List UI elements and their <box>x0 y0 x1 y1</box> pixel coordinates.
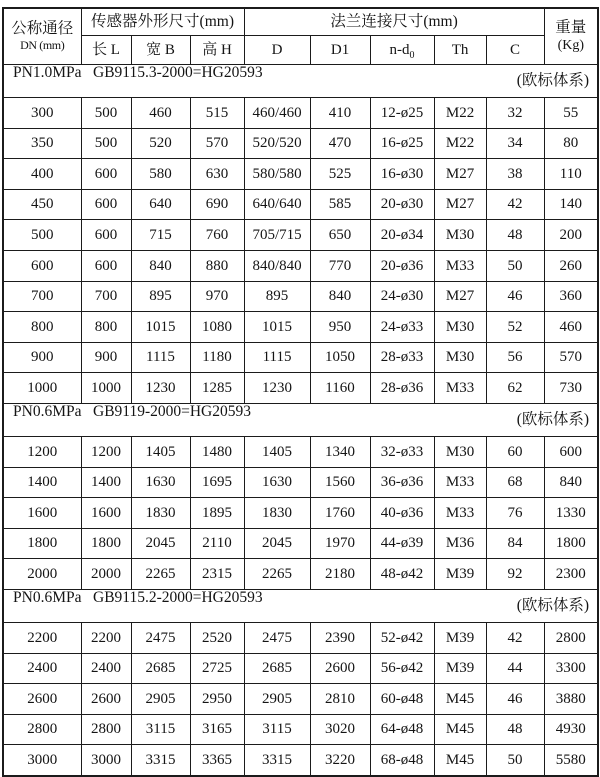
cell-dn: 1600 <box>3 498 81 529</box>
cell-n-d0: 36-ø36 <box>370 467 434 498</box>
cell-d1: 410 <box>310 98 370 129</box>
cell-width-b: 3315 <box>131 745 190 776</box>
header-th: Th <box>434 36 486 65</box>
cell-d: 1230 <box>244 373 310 404</box>
cell-dn: 1200 <box>3 436 81 467</box>
cell-width-b: 1830 <box>131 498 190 529</box>
cell-dn: 350 <box>3 128 81 159</box>
cell-c: 46 <box>486 684 544 715</box>
cell-length-l: 600 <box>81 189 131 220</box>
cell-weight: 2800 <box>544 622 598 653</box>
cell-n-d0: 28-ø33 <box>370 342 434 373</box>
cell-d1: 525 <box>310 159 370 190</box>
cell-weight: 1330 <box>544 498 598 529</box>
data-row <box>3 220 598 251</box>
cell-weight: 3880 <box>544 684 598 715</box>
section-row <box>3 403 598 436</box>
cell-height-h: 1180 <box>190 342 244 373</box>
cell-c: 56 <box>486 342 544 373</box>
cell-th: M45 <box>434 684 486 715</box>
section-row <box>3 589 598 622</box>
cell-n-d0: 20-ø34 <box>370 220 434 251</box>
cell-th: M39 <box>434 559 486 590</box>
section-note: (欧标体系) <box>516 410 590 428</box>
cell-height-h: 2725 <box>190 653 244 684</box>
cell-d: 2685 <box>244 653 310 684</box>
cell-th: M33 <box>434 498 486 529</box>
cell-d1: 1160 <box>310 373 370 404</box>
cell-d: 1015 <box>244 312 310 343</box>
cell-length-l: 900 <box>81 342 131 373</box>
cell-d1: 2600 <box>310 653 370 684</box>
section-note: (欧标体系) <box>516 596 590 614</box>
cell-length-l: 2800 <box>81 714 131 745</box>
cell-d: 3315 <box>244 745 310 776</box>
cell-d1: 585 <box>310 189 370 220</box>
cell-c: 46 <box>486 281 544 312</box>
data-row <box>3 281 598 312</box>
header-row-groups <box>3 8 598 36</box>
cell-d1: 770 <box>310 250 370 281</box>
cell-dn: 1400 <box>3 467 81 498</box>
cell-d1: 840 <box>310 281 370 312</box>
cell-n-d0: 48-ø42 <box>370 559 434 590</box>
cell-d: 520/520 <box>244 128 310 159</box>
cell-width-b: 580 <box>131 159 190 190</box>
cell-width-b: 520 <box>131 128 190 159</box>
cell-height-h: 880 <box>190 250 244 281</box>
cell-width-b: 2685 <box>131 653 190 684</box>
cell-d1: 1560 <box>310 467 370 498</box>
cell-weight: 110 <box>544 159 598 190</box>
cell-height-h: 515 <box>190 98 244 129</box>
data-row <box>3 189 598 220</box>
cell-d: 895 <box>244 281 310 312</box>
cell-width-b: 715 <box>131 220 190 251</box>
cell-width-b: 840 <box>131 250 190 281</box>
cell-width-b: 1015 <box>131 312 190 343</box>
cell-width-b: 1630 <box>131 467 190 498</box>
cell-height-h: 3165 <box>190 714 244 745</box>
cell-th: M33 <box>434 467 486 498</box>
cell-weight: 2300 <box>544 559 598 590</box>
section-pn: PN1.0MPa <box>13 64 82 81</box>
cell-d1: 1970 <box>310 528 370 559</box>
header-weight-line1: 重量 <box>555 18 587 36</box>
section-standard: GB9115.2-2000=HG20593 <box>93 589 263 606</box>
cell-length-l: 1000 <box>81 373 131 404</box>
cell-d1: 1340 <box>310 436 370 467</box>
cell-weight: 570 <box>544 342 598 373</box>
cell-c: 84 <box>486 528 544 559</box>
cell-th: M22 <box>434 128 486 159</box>
cell-c: 76 <box>486 498 544 529</box>
cell-n-d0: 64-ø48 <box>370 714 434 745</box>
cell-length-l: 600 <box>81 159 131 190</box>
cell-width-b: 2475 <box>131 622 190 653</box>
cell-d: 580/580 <box>244 159 310 190</box>
cell-length-l: 500 <box>81 128 131 159</box>
cell-weight: 730 <box>544 373 598 404</box>
cell-th: M33 <box>434 373 486 404</box>
cell-weight: 840 <box>544 467 598 498</box>
section-header-cell <box>3 589 598 622</box>
cell-dn: 1800 <box>3 528 81 559</box>
cell-th: M30 <box>434 312 486 343</box>
cell-width-b: 1115 <box>131 342 190 373</box>
cell-d1: 2810 <box>310 684 370 715</box>
cell-dn: 800 <box>3 312 81 343</box>
cell-dn: 400 <box>3 159 81 190</box>
cell-height-h: 630 <box>190 159 244 190</box>
cell-weight: 200 <box>544 220 598 251</box>
cell-weight: 140 <box>544 189 598 220</box>
cell-width-b: 2265 <box>131 559 190 590</box>
header-dn-line2: DN (mm) <box>20 38 65 53</box>
cell-d: 460/460 <box>244 98 310 129</box>
cell-c: 42 <box>486 189 544 220</box>
cell-height-h: 760 <box>190 220 244 251</box>
cell-c: 42 <box>486 622 544 653</box>
cell-weight: 3300 <box>544 653 598 684</box>
cell-weight: 260 <box>544 250 598 281</box>
data-row <box>3 622 598 653</box>
table-body <box>3 65 598 776</box>
cell-dn: 1000 <box>3 373 81 404</box>
cell-d: 640/640 <box>244 189 310 220</box>
cell-height-h: 1895 <box>190 498 244 529</box>
cell-height-h: 690 <box>190 189 244 220</box>
cell-height-h: 2520 <box>190 622 244 653</box>
table-header <box>3 8 598 65</box>
cell-n-d0: 24-ø30 <box>370 281 434 312</box>
cell-n-d0: 52-ø42 <box>370 622 434 653</box>
cell-height-h: 2950 <box>190 684 244 715</box>
cell-th: M30 <box>434 436 486 467</box>
cell-th: M27 <box>434 281 486 312</box>
cell-weight: 4930 <box>544 714 598 745</box>
cell-width-b: 1405 <box>131 436 190 467</box>
cell-c: 34 <box>486 128 544 159</box>
header-sensor-group: 传感器外形尺寸(mm) <box>81 8 244 36</box>
cell-c: 44 <box>486 653 544 684</box>
cell-width-b: 2045 <box>131 528 190 559</box>
data-row <box>3 128 598 159</box>
data-row <box>3 467 598 498</box>
cell-n-d0: 12-ø25 <box>370 98 434 129</box>
cell-dn: 300 <box>3 98 81 129</box>
cell-n-d0: 56-ø42 <box>370 653 434 684</box>
cell-c: 52 <box>486 312 544 343</box>
cell-th: M33 <box>434 250 486 281</box>
cell-d1: 950 <box>310 312 370 343</box>
cell-d: 1115 <box>244 342 310 373</box>
data-row <box>3 250 598 281</box>
cell-weight: 5580 <box>544 745 598 776</box>
cell-height-h: 1480 <box>190 436 244 467</box>
header-c: C <box>486 36 544 65</box>
cell-d: 705/715 <box>244 220 310 251</box>
cell-dn: 500 <box>3 220 81 251</box>
cell-n-d0: 60-ø48 <box>370 684 434 715</box>
cell-dn: 600 <box>3 250 81 281</box>
cell-d1: 1760 <box>310 498 370 529</box>
cell-length-l: 800 <box>81 312 131 343</box>
cell-n-d0: 24-ø33 <box>370 312 434 343</box>
header-weight <box>544 8 598 65</box>
cell-width-b: 2905 <box>131 684 190 715</box>
cell-height-h: 1080 <box>190 312 244 343</box>
cell-length-l: 1600 <box>81 498 131 529</box>
cell-c: 38 <box>486 159 544 190</box>
cell-n-d0: 20-ø36 <box>370 250 434 281</box>
cell-n-d0: 28-ø36 <box>370 373 434 404</box>
data-row <box>3 714 598 745</box>
cell-length-l: 600 <box>81 220 131 251</box>
cell-th: M30 <box>434 342 486 373</box>
cell-d: 1405 <box>244 436 310 467</box>
data-row <box>3 436 598 467</box>
header-flange-group: 法兰连接尺寸(mm) <box>244 8 544 36</box>
header-row-subcolumns <box>3 36 598 65</box>
cell-length-l: 1800 <box>81 528 131 559</box>
cell-length-l: 2400 <box>81 653 131 684</box>
cell-d1: 1050 <box>310 342 370 373</box>
cell-th: M45 <box>434 714 486 745</box>
cell-length-l: 600 <box>81 250 131 281</box>
cell-weight: 460 <box>544 312 598 343</box>
cell-c: 48 <box>486 714 544 745</box>
cell-th: M45 <box>434 745 486 776</box>
cell-th: M27 <box>434 189 486 220</box>
cell-length-l: 700 <box>81 281 131 312</box>
cell-d: 2045 <box>244 528 310 559</box>
cell-dn: 700 <box>3 281 81 312</box>
cell-length-l: 2200 <box>81 622 131 653</box>
section-pn: PN0.6MPa <box>13 589 82 606</box>
section-standard: GB9115.3-2000=HG20593 <box>93 64 263 81</box>
cell-dn: 2200 <box>3 622 81 653</box>
data-row <box>3 98 598 129</box>
cell-width-b: 3115 <box>131 714 190 745</box>
cell-height-h: 1695 <box>190 467 244 498</box>
cell-dn: 3000 <box>3 745 81 776</box>
cell-c: 32 <box>486 98 544 129</box>
header-dn-line1: 公称通径 <box>11 19 74 37</box>
cell-th: M27 <box>434 159 486 190</box>
cell-d: 2475 <box>244 622 310 653</box>
cell-c: 50 <box>486 745 544 776</box>
cell-n-d0: 16-ø25 <box>370 128 434 159</box>
cell-th: M39 <box>434 622 486 653</box>
data-row <box>3 498 598 529</box>
cell-dn: 450 <box>3 189 81 220</box>
cell-d1: 470 <box>310 128 370 159</box>
cell-weight: 360 <box>544 281 598 312</box>
section-note: (欧标体系) <box>516 72 590 89</box>
cell-d: 2905 <box>244 684 310 715</box>
section-pn: PN0.6MPa <box>13 403 82 420</box>
data-row <box>3 653 598 684</box>
cell-length-l: 2600 <box>81 684 131 715</box>
cell-weight: 80 <box>544 128 598 159</box>
cell-n-d0: 16-ø30 <box>370 159 434 190</box>
cell-d: 1630 <box>244 467 310 498</box>
cell-width-b: 895 <box>131 281 190 312</box>
cell-length-l: 2000 <box>81 559 131 590</box>
cell-th: M30 <box>434 220 486 251</box>
dimension-spec-table <box>2 7 599 777</box>
cell-th: M22 <box>434 98 486 129</box>
cell-width-b: 640 <box>131 189 190 220</box>
header-dn <box>3 8 81 65</box>
header-n-d0-subscript: 0 <box>409 49 415 61</box>
cell-dn: 900 <box>3 342 81 373</box>
cell-n-d0: 40-ø36 <box>370 498 434 529</box>
cell-height-h: 3365 <box>190 745 244 776</box>
cell-n-d0: 20-ø30 <box>370 189 434 220</box>
cell-n-d0: 32-ø33 <box>370 436 434 467</box>
page <box>0 7 600 768</box>
cell-d1: 650 <box>310 220 370 251</box>
cell-height-h: 570 <box>190 128 244 159</box>
cell-th: M36 <box>434 528 486 559</box>
data-row <box>3 159 598 190</box>
data-row <box>3 684 598 715</box>
header-weight-line2: (Kg) <box>557 38 584 54</box>
cell-d: 2265 <box>244 559 310 590</box>
cell-length-l: 1200 <box>81 436 131 467</box>
cell-n-d0: 68-ø48 <box>370 745 434 776</box>
cell-c: 60 <box>486 436 544 467</box>
cell-c: 68 <box>486 467 544 498</box>
cell-d: 1830 <box>244 498 310 529</box>
cell-width-b: 460 <box>131 98 190 129</box>
cell-weight: 1800 <box>544 528 598 559</box>
data-row <box>3 373 598 404</box>
cell-c: 48 <box>486 220 544 251</box>
section-row <box>3 65 598 98</box>
cell-c: 92 <box>486 559 544 590</box>
section-header-cell <box>3 403 598 436</box>
cell-weight: 600 <box>544 436 598 467</box>
header-length-l: 长 L <box>81 36 131 65</box>
cell-dn: 2400 <box>3 653 81 684</box>
header-width-b: 宽 B <box>131 36 190 65</box>
data-row <box>3 312 598 343</box>
header-height-h: 高 H <box>190 36 244 65</box>
cell-d1: 2180 <box>310 559 370 590</box>
cell-d1: 3220 <box>310 745 370 776</box>
data-row <box>3 342 598 373</box>
cell-length-l: 3000 <box>81 745 131 776</box>
cell-d1: 2390 <box>310 622 370 653</box>
header-d1: D1 <box>310 36 370 65</box>
cell-c: 62 <box>486 373 544 404</box>
cell-weight: 55 <box>544 98 598 129</box>
cell-height-h: 2315 <box>190 559 244 590</box>
cell-d: 840/840 <box>244 250 310 281</box>
data-row <box>3 745 598 776</box>
data-row <box>3 528 598 559</box>
cell-n-d0: 44-ø39 <box>370 528 434 559</box>
cell-height-h: 1285 <box>190 373 244 404</box>
cell-th: M39 <box>434 653 486 684</box>
cell-length-l: 500 <box>81 98 131 129</box>
cell-length-l: 1400 <box>81 467 131 498</box>
cell-dn: 2800 <box>3 714 81 745</box>
header-n-d0-main: n-d <box>389 41 410 58</box>
cell-dn: 2000 <box>3 559 81 590</box>
section-standard: GB9119-2000=HG20593 <box>93 403 251 420</box>
cell-d1: 3020 <box>310 714 370 745</box>
cell-width-b: 1230 <box>131 373 190 404</box>
cell-height-h: 970 <box>190 281 244 312</box>
cell-height-h: 2110 <box>190 528 244 559</box>
section-header-cell <box>3 65 598 98</box>
header-n-d0 <box>370 36 434 65</box>
cell-c: 50 <box>486 250 544 281</box>
cell-d: 3115 <box>244 714 310 745</box>
cell-dn: 2600 <box>3 684 81 715</box>
header-d: D <box>244 36 310 65</box>
data-row <box>3 559 598 590</box>
